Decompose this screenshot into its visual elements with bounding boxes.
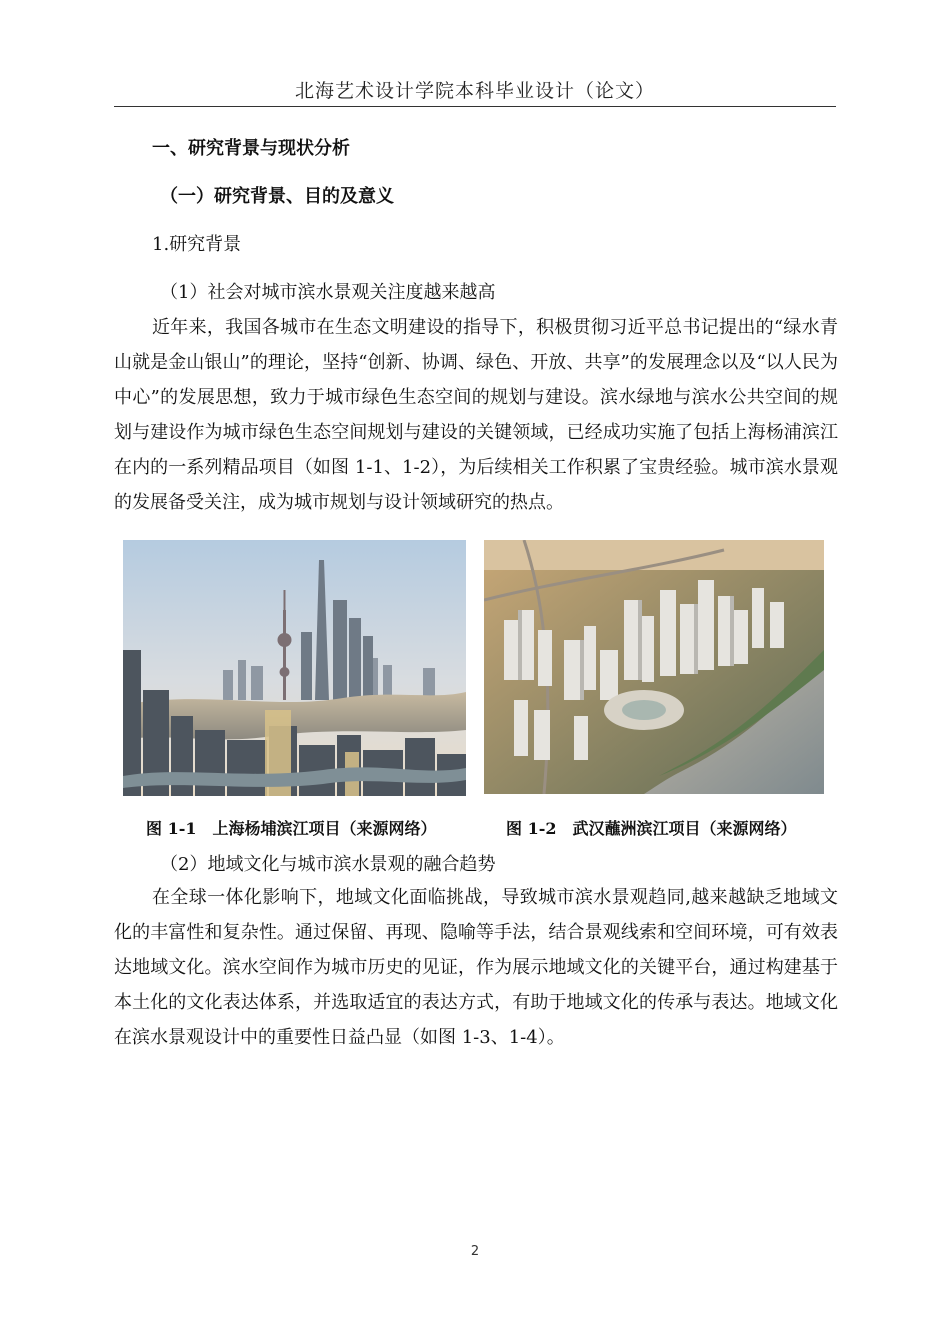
body-paragraph-1: 近年来，我国各城市在生态文明建设的指导下，积极贯彻习近平总书记提出的“绿水青山就是金山银山”的理论，坚持“创新、协调、绿色、开放、共享”的发展理念以及“以人民为中心”的发展思想，致力于城市绿色生态空间的规划与建设。滨水绿地与滨水公共空间的规划与建设作为城市绿色生态空间规划与建设的关键领域，已经成功实施了包括上海杨浦滨江在内的一系列精品项目（如图 1-1、1-2），为后续相关工作积累了宝贵经验。城市滨水景观的发展备受关注，成为城市规划与设计领域研究的热点。 — [114, 317, 838, 513]
figure-1-1-caption: 图 1-1 上海杨埔滨江项目（来源网络） — [146, 819, 437, 838]
topic-heading: 1.研究背景 — [152, 234, 242, 255]
section-heading: 一、研究背景与现状分析 — [152, 138, 350, 159]
body-paragraph-2: 在全球一体化影响下，地域文化面临挑战，导致城市滨水景观趋同,越来越缺乏地域文化的丰富性和复杂性。通过保留、再现、隐喻等手法，结合景观线索和空间环境，可有效表达地域文化。滨水空间作为城市历史的见证，作为展示地域文化的关键平台，通过构建基于本土化的文化表达体系，并选取适宜的表达方式，有助于地域文化的传承与表达。地域文化在滨水景观设计中的重要性日益凸显（如图 1-3、1-4）。 — [114, 887, 838, 1048]
figure-1-2-photo — [484, 540, 824, 794]
page-number: 2 — [470, 1244, 480, 1259]
subsection-heading: （一）研究背景、目的及意义 — [160, 186, 394, 207]
point-heading-1: （1）社会对城市滨水景观关注度越来越高 — [160, 282, 496, 303]
header-rule — [114, 106, 836, 107]
point-heading-2: （2）地域文化与城市滨水景观的融合趋势 — [160, 854, 496, 875]
figure-1-2-caption: 图 1-2 武汉蘸洲滨江项目（来源网络） — [506, 819, 797, 838]
page-header: 北海艺术设计学院本科毕业设计（论文） — [294, 80, 655, 102]
figure-1-1-photo — [123, 540, 466, 796]
